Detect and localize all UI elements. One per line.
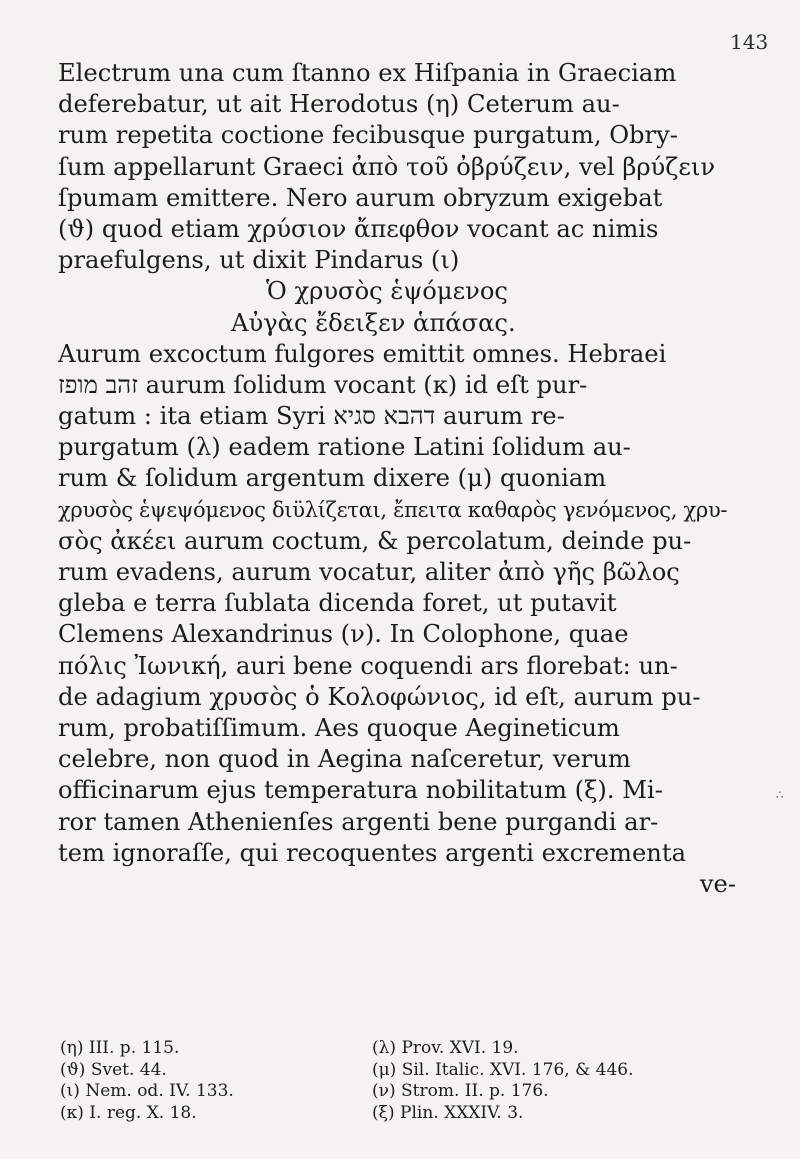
text-line: σὸς ἀκέει aurum coctum, & percolatum, deinde pu- — [58, 526, 692, 555]
text-line: rum repetita coctione fecibusque purgatum, Obry- — [58, 121, 678, 150]
body-text — [58, 58, 748, 900]
footnote: (ι) Nem. od. IV. 133. — [60, 1081, 234, 1101]
greek-quote-line: Ὁ χρυσὸς ἑψόμενος — [266, 277, 508, 306]
text-line: ſpumam emittere. Nero aurum obryzum exigebat — [58, 183, 663, 212]
text-line: (ϑ) quod etiam χρύσιον ἄπεφθον vocant ac nimis — [58, 214, 659, 243]
footnote: (λ) Prov. XVI. 19. — [372, 1038, 519, 1058]
footnote: (κ) I. reg. X. 18. — [60, 1102, 197, 1123]
footnotes-left-column — [60, 1038, 372, 1124]
text-line: ror tamen Athenienſes argenti bene purgandi ar- — [58, 807, 659, 836]
text-line: purgatum (λ) eadem ratione Latini ſolidum au- — [58, 433, 631, 462]
footnote: (ν) Strom. II. p. 176. — [372, 1081, 549, 1101]
text-line: Electrum una cum ſtanno ex Hiſpania in Graeciam — [58, 59, 677, 87]
text-line: זהב מופז aurum ſolidum vocant (κ) id eſt pur- — [58, 370, 588, 399]
footnote: (ϑ) Svet. 44. — [60, 1059, 167, 1080]
text-line: rum & ſolidum argentum dixere (μ) quoniam — [58, 464, 607, 493]
text-line: tem ignoraſſe, qui recoquentes argenti excrementa — [58, 838, 687, 867]
text-line: rum, probatiſſimum. Aes quoque Aegineticum — [58, 713, 620, 742]
footnote: (ξ) Plin. XXXIV. 3. — [372, 1102, 524, 1123]
footnotes — [60, 1038, 750, 1124]
footnotes-right-column — [372, 1038, 732, 1124]
text-line: Aurum excoctum fulgores emittit omnes. Hebraei — [58, 339, 667, 368]
page-number: 143 — [730, 30, 769, 54]
text-line: rum evadens, aurum vocatur, aliter ἀπὸ γῆς βῶλος — [58, 558, 680, 586]
catchword: ve- — [699, 869, 736, 898]
margin-stain-mark: ∴ — [776, 788, 784, 802]
text-line: officinarum ejus temperatura nobilitatum (ξ). Mi- — [58, 776, 663, 805]
text-line: ſum appellarunt Graeci ἀπὸ τοῦ ὀβρύζειν, vel βρύζειν — [58, 152, 716, 181]
text-line: praefulgens, ut dixit Pindarus (ι) — [58, 246, 460, 275]
text-line: πόλις Ἰωνική, auri bene coquendi ars florebat: un- — [58, 651, 678, 680]
text-line: celebre, non quod in Aegina naſceretur, verum — [58, 745, 631, 774]
text-line: χρυσὸς ἑψεψόμενος διϋλίζεται, ἔπειτα καθαρὸς γενόμενος, χρυ- — [58, 497, 728, 522]
footnote: (η) III. p. 115. — [60, 1038, 180, 1058]
text-line: Clemens Alexandrinus (ν). In Colophone, quae — [58, 620, 629, 649]
text-line: deferebatur, ut ait Herodotus (η) Ceterum au- — [58, 90, 620, 119]
footnote: (μ) Sil. Italic. XVI. 176, & 446. — [372, 1059, 634, 1080]
greek-quote-line: Αὐγὰς ἔδειξεν ἁπάσας. — [231, 308, 516, 337]
text-line: de adagium χρυσὸς ὁ Κολοφώνιος, id eſt, aurum pu- — [58, 682, 701, 711]
text-line: gatum : ita etiam Syri דהבא סגיא aurum re- — [58, 402, 565, 431]
text-line: gleba e terra ſublata dicenda foret, ut putavit — [58, 589, 617, 618]
